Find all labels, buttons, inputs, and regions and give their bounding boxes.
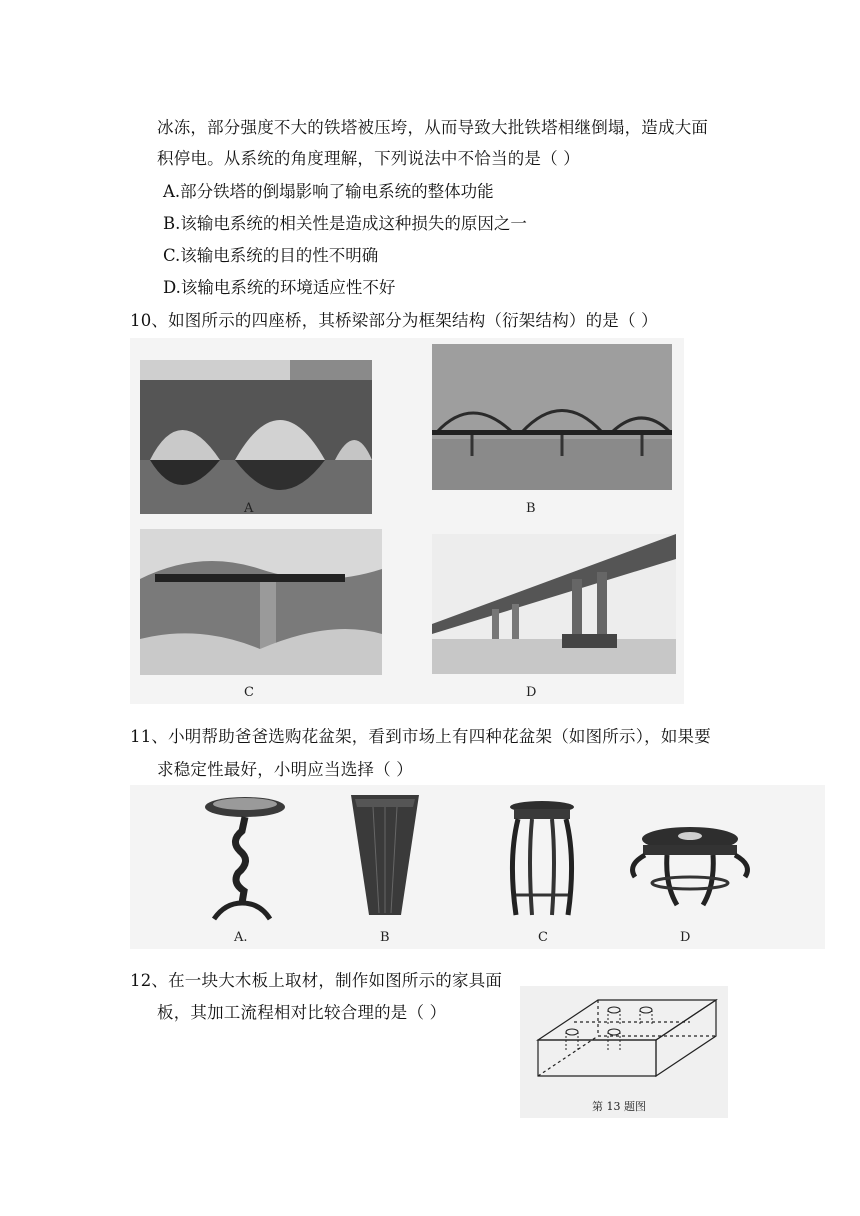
- stand-b-image: [345, 791, 425, 923]
- q12-stem-line1: 12、在一块大木板上取材，制作如图所示的家具面: [130, 971, 503, 990]
- panel-figure-caption: 第 13 题图: [592, 1100, 646, 1113]
- stand-c-image: [502, 799, 582, 923]
- q9-option-a: A.部分铁塔的倒塌影响了输电系统的整体功能: [163, 182, 494, 201]
- bridge-c-label: C: [244, 685, 254, 700]
- q11-stem-line1: 11、小明帮助爸爸选购花盆架，看到市场上有四种花盆架（如图所示），如果要: [130, 727, 711, 746]
- bridge-c-beam-photo: [140, 529, 382, 675]
- q12-stem-line2: 板，其加工流程相对比较合理的是（ ）: [157, 1003, 447, 1022]
- stand-d-label: D: [680, 930, 691, 945]
- q11-flowerstands-figure: [130, 785, 825, 949]
- q9-option-b: B.该输电系统的相关性是造成这种损失的原因之一: [163, 214, 527, 233]
- q9-stem-line1: 冰冻，部分强度不大的铁塔被压垮，从而导致大批铁塔相继倒塌，造成大面: [157, 118, 709, 137]
- stand-a-image: [200, 791, 290, 923]
- panel-isometric-drawing: [534, 992, 720, 1096]
- stand-c-label: C: [538, 930, 548, 945]
- q12-panel-figure: [520, 986, 728, 1118]
- q10-stem: 10、如图所示的四座桥，其桥梁部分为框架结构（衍架结构）的是（ ）: [130, 311, 658, 330]
- q11-stem-line2: 求稳定性最好，小明应当选择（ ）: [157, 760, 413, 779]
- bridge-d-label: D: [526, 685, 537, 700]
- bridge-b-truss-photo: [432, 344, 672, 490]
- bridge-b-label: B: [526, 501, 536, 516]
- q9-stem-line2: 积停电。从系统的角度理解，下列说法中不恰当的是（ ）: [157, 149, 580, 168]
- bridge-d-beam-photo: [432, 534, 676, 674]
- q9-option-c: C.该输电系统的目的性不明确: [163, 246, 379, 265]
- bridge-a-label: A: [244, 501, 254, 516]
- stand-d-image: [625, 825, 755, 911]
- stand-b-label: B: [380, 930, 390, 945]
- q9-option-d: D.该输电系统的环境适应性不好: [163, 278, 396, 297]
- bridge-a-arch-photo: [140, 360, 372, 514]
- stand-a-label: A.: [234, 930, 248, 945]
- q10-bridges-figure: [130, 338, 684, 704]
